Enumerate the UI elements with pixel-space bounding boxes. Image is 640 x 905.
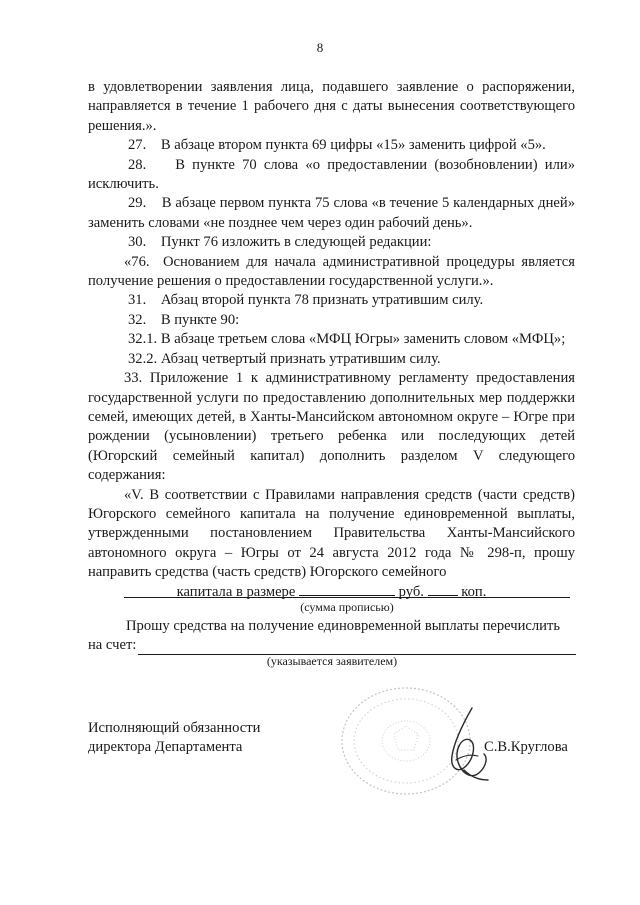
account-caption: (указывается заявителем)	[266, 654, 398, 668]
paragraph-33: 33. Приложение 1 к административному регламенту предоставления государственной услуги по предоставлению дополнительных мер поддержки семей, имеющих детей, в Ханты-Мансийском автономном округе – Югре при рождении (усыновлении) третьего ребенка или последующих детей (Югорский семейный капитал) дополнить разделом V следующего содержания:	[88, 370, 575, 484]
account-label: на счет:	[88, 637, 137, 653]
paragraph-continuation: в удовлетворении заявления лица, подавшего заявление о распоряжении, направляется в течение 1 рабочего дня с даты вынесения соответствующего решения.».	[88, 79, 575, 134]
account-row	[88, 636, 576, 655]
paragraph-28: 28. В пункте 70 слова «о предоставлении (возобновлении) или» исключить.	[88, 156, 575, 193]
paragraph-29: 29. В абзаце первом пункта 75 слова «в течение 5 календарных дней» заменить словами «не позднее чем через один рабочий день».	[88, 195, 575, 231]
paragraph-76-quote: «76. Основанием для начала административной процедуры является получение решения о предоставлении государственной услуги.».	[88, 253, 575, 290]
paragraph-32: 32. В пункте 90:	[128, 311, 240, 328]
sum-caption: (сумма прописью)	[300, 600, 394, 614]
amount-kop-label: коп.	[461, 583, 487, 600]
paragraph-32-2: 32.2. Абзац четвертый признать утратившим силу.	[128, 350, 441, 367]
page-number: 8	[316, 40, 324, 55]
paragraph-31: 31. Абзац второй пункта 78 признать утратившим силу.	[128, 292, 484, 309]
signer-name: С.В.Круглова	[484, 739, 568, 755]
amount-prefix: капитала в размере	[176, 583, 296, 600]
signer-title-line1: Исполняющий обязанности	[88, 720, 261, 736]
paragraph-30: 30. Пункт 76 изложить в следующей редакции:	[128, 234, 432, 251]
request-text: Прошу средства на получение единовременной выплаты перечислить	[126, 618, 561, 634]
account-blank[interactable]	[138, 641, 576, 655]
paragraph-32-1: 32.1. В абзаце третьем слова «МФЦ Югры» заменить словом «МФЦ»;	[128, 331, 566, 348]
amount-rub-blank[interactable]	[299, 583, 395, 596]
paragraph-section-v: «V. В соответствии с Правилами направления средств (части средств) Югорского семейного капитала на получение единовременной выплаты, утвержденными постановлением Правительства Ханты-Мансийского автономного округа – Югры от 24 августа 2012 года № 298-п, прошу направить средства (часть средств) Югорского семейного	[88, 486, 575, 581]
document-body	[88, 78, 575, 602]
signer-title-line2: директора Департамента	[88, 739, 243, 755]
sum-in-words-line[interactable]	[124, 597, 570, 598]
signer-title	[88, 719, 318, 757]
amount-rub-label: руб.	[398, 583, 424, 600]
amount-kop-blank[interactable]	[428, 583, 458, 596]
paragraph-27: 27. В абзаце втором пункта 69 цифры «15» заменить цифрой «5».	[128, 137, 546, 154]
